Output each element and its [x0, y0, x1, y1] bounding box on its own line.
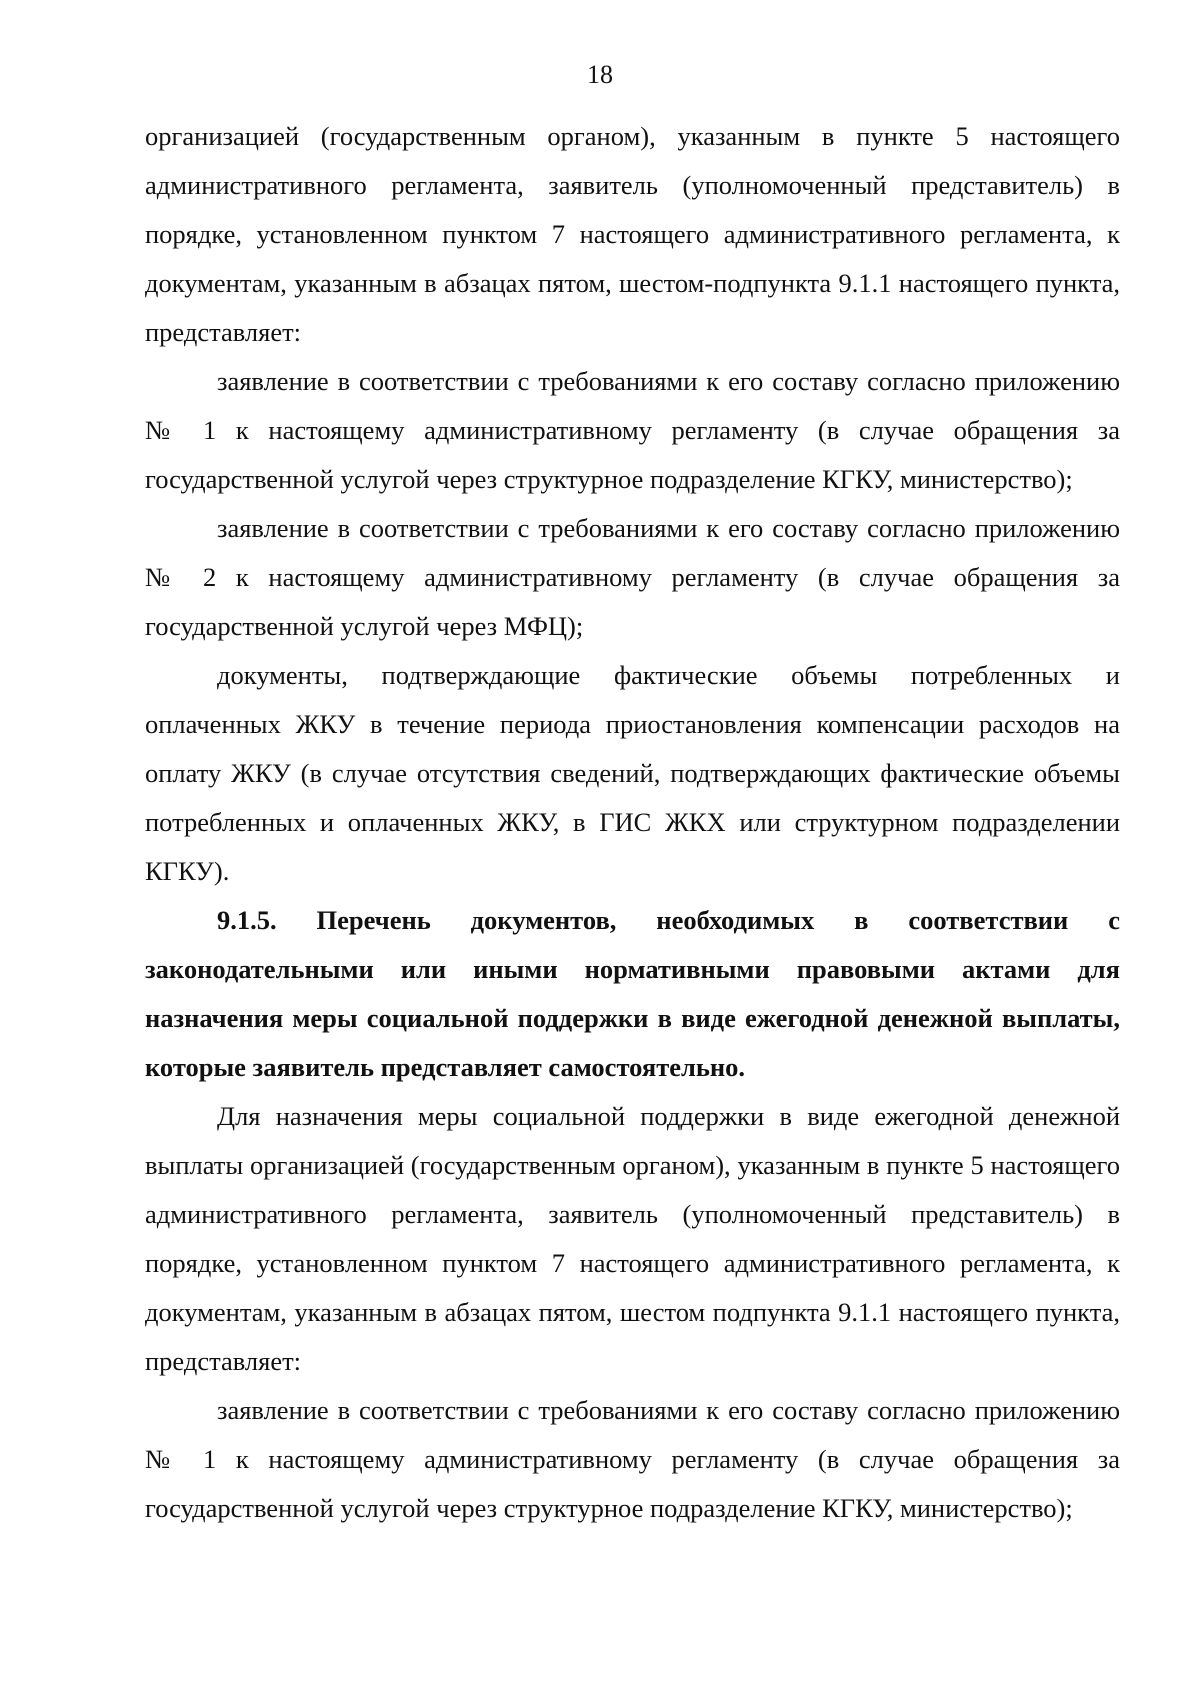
paragraph-application-annex-1-repeat: заявление в соответствии с требованиями к его составу согласно приложению № 1 к настоящему административному регламенту (в случае обращения за государственной услугой через структурное подразделение КГКУ, министерство); — [145, 1395, 1120, 1523]
document-body — [145, 112, 1120, 1533]
paragraph-application-annex-1: заявление в соответствии с требованиями к его составу согласно приложению № 1 к настоящему административному регламенту (в случае обращения за государственной услугой через структурное подразделение КГКУ, министерство); — [145, 366, 1120, 494]
page-number: 18 — [587, 60, 613, 89]
paragraph-application-annex-2: заявление в соответствии с требованиями к его составу согласно приложению № 2 к настоящему административному регламенту (в случае обращения за государственной услугой через МФЦ); — [145, 513, 1120, 641]
paragraph-annual-payment: Для назначения меры социальной поддержки в виде ежегодной денежной выплаты организацией (государственным органом), указанным в пункте 5 настоящего административного регламента, заявитель (уполномоченный представитель) в порядке, установленном пунктом 7 настоящего административного регламента, к документам, указанным в абзацах пятом, шестом подпункта 9.1.1 настоящего пункта, представляет: — [145, 1101, 1120, 1376]
paragraph-documents-volumes: документы, подтверждающие фактические объемы потребленных и оплаченных ЖКУ в течение периода приостановления компенсации расходов на оплату ЖКУ (в случае отсутствия сведений, подтверждающих фактические объемы потребленных и оплаченных ЖКУ, в ГИС ЖКХ или структурном подразделении КГКУ). — [145, 660, 1120, 886]
paragraph-continuation: организацией (государственным органом), указанным в пункте 5 настоящего административного регламента, заявитель (уполномоченный представитель) в порядке, установленном пунктом 7 настоящего административного регламента, к документам, указанным в абзацах пятом, шестом-подпункта 9.1.1 настоящего пункта, представляет: — [145, 121, 1120, 347]
section-heading-9-1-5: 9.1.5. Перечень документов, необходимых в соответствии с законодательными или иными нормативными правовыми актами для назначения меры социальной поддержки в виде ежегодной денежной выплаты, которые заявитель представляет самостоятельно. — [145, 905, 1120, 1082]
